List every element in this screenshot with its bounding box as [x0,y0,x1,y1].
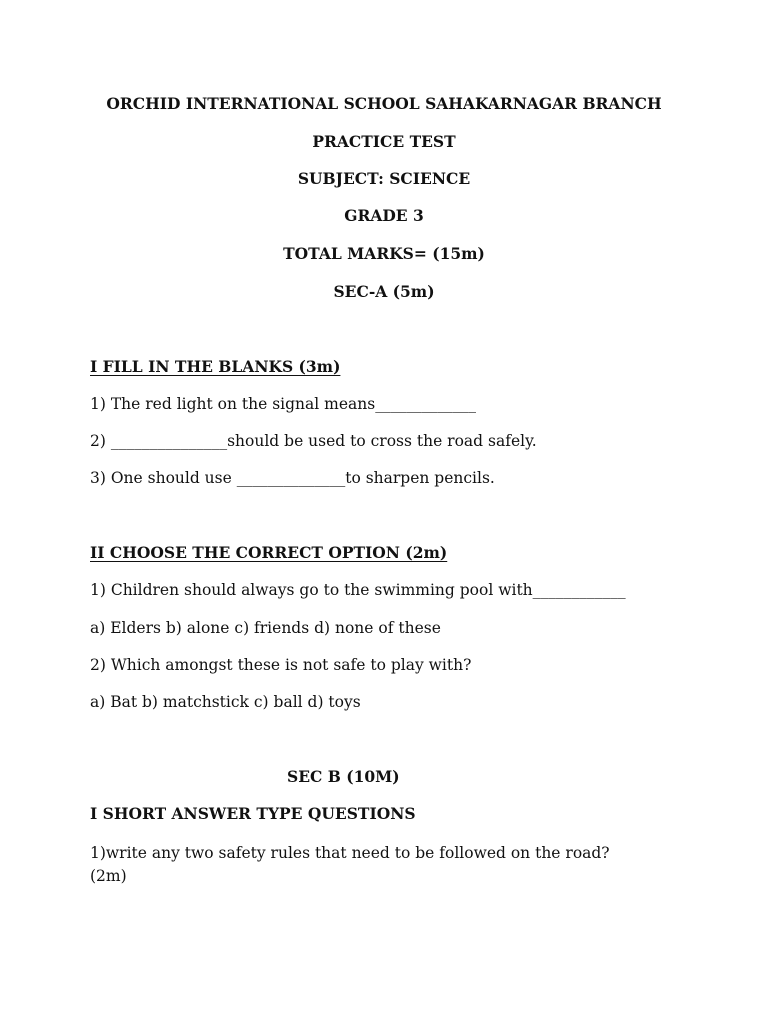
mcq-question: 1) Children should always go to the swimming pool with____________ [90,581,626,599]
test-title: PRACTICE TEST [312,132,456,151]
fill-blank-question: 1) The red light on the signal means_____________ [90,395,476,413]
mcq-options: a) Bat b) matchstick c) ball d) toys [90,693,361,711]
section-a-heading: SEC-A (5m) [333,282,435,301]
subject-title: SUBJECT: SCIENCE [297,169,471,188]
choose-option-heading: II CHOOSE THE CORRECT OPTION (2m) [90,543,448,562]
mcq-question: 2) Which amongst these is not safe to play with? [90,656,472,674]
fill-blanks-heading: I FILL IN THE BLANKS (3m) [90,357,341,376]
fill-blank-question: 2) _______________should be used to cross the road safely. [90,432,537,450]
short-answer-question: 1)write any two safety rules that need to be followed on the road? [90,844,610,862]
school-name: ORCHID INTERNATIONAL SCHOOL SAHAKARNAGAR BRANCH [106,94,662,113]
fill-blank-question: 3) One should use ______________to sharpen pencils. [90,469,495,487]
short-answer-heading: I SHORT ANSWER TYPE QUESTIONS [90,804,416,823]
grade-title: GRADE 3 [344,206,424,225]
mcq-options: a) Elders b) alone c) friends d) none of these [90,619,441,637]
section-b-heading: SEC B (10M) [287,767,400,786]
short-answer-marks: (2m) [90,867,127,885]
total-marks: TOTAL MARKS= (15m) [283,244,485,263]
